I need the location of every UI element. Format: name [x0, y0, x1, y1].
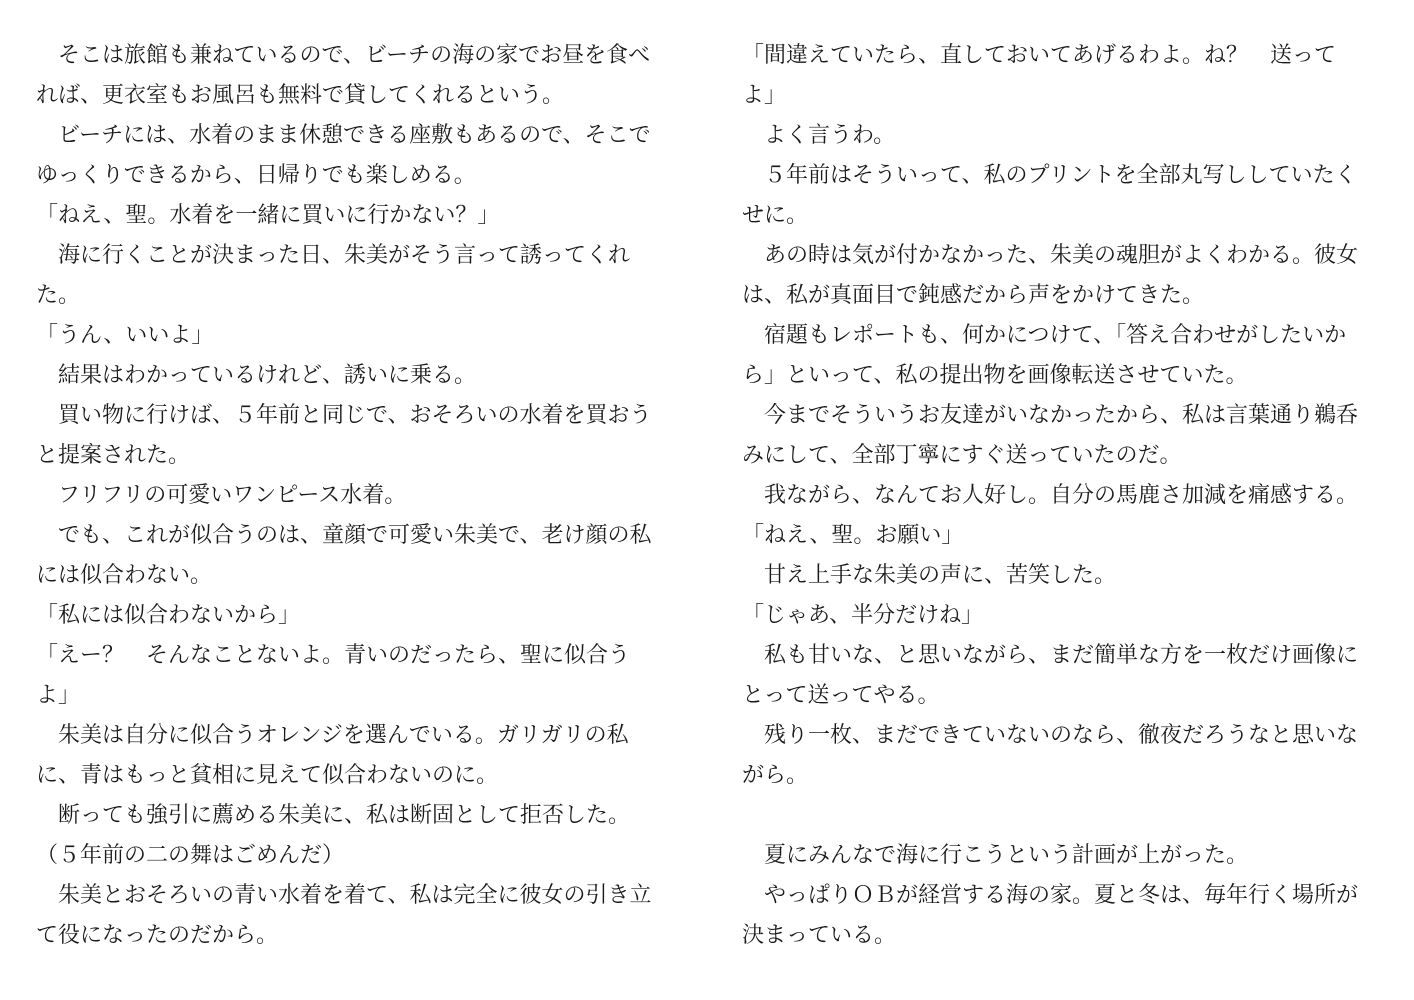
text-line: 「ねえ、聖。水着を一緒に買いに行かない？」 [36, 203, 500, 228]
text-line: みにして、全部丁寧にすぐ送っていたのだ。 [742, 443, 1182, 468]
text-line: れば、更衣室もお風呂も無料で貸してくれるという。 [36, 83, 565, 108]
text-line: がら。 [742, 763, 809, 788]
text-line: ５年前はそういって、私のプリントを全部丸写ししていたく [742, 163, 1357, 188]
text-line: には似合わない。 [36, 563, 213, 588]
text-line: 夏にみんなで海に行こうという計画が上がった。 [742, 843, 1249, 868]
text-line: 朱美は自分に似合うオレンジを選んでいる。ガリガリの私 [36, 723, 629, 748]
text-line: 我ながら、なんてお人好し。自分の馬鹿さ加減を痛感する。 [742, 483, 1359, 508]
text-line: 「間違えていたら、直しておいてあげるわよ。ね？ 送って [742, 43, 1337, 68]
text-line: 結果はわかっているけれど、誘いに乗る。 [36, 363, 477, 388]
blank-line [742, 796, 1394, 836]
text-line: 朱美とおそろいの青い水着を着て、私は完全に彼女の引き立 [36, 883, 652, 908]
text-line: 甘え上手な朱美の声に、苦笑した。 [742, 563, 1117, 588]
text-line: そこは旅館も兼ねているので、ビーチの海の家でお昼を食べ [36, 43, 651, 68]
text-line: やっぱりＯＢが経営する海の家。夏と冬は、毎年行く場所が [742, 883, 1359, 908]
text-line: ビーチには、水着のまま休憩できる座敷もあるので、そこで [36, 123, 651, 148]
left-page [36, 36, 688, 956]
text-line: 「私には似合わないから」 [36, 603, 301, 628]
text-line: は、私が真面目で鈍感だから声をかけてきた。 [742, 283, 1205, 308]
text-line: でも、これが似合うのは、童顔で可愛い朱美で、老け顔の私 [36, 523, 652, 548]
text-line: と提案された。 [36, 443, 191, 468]
text-line: とって送ってやる。 [742, 683, 940, 708]
text-line: 海に行くことが決まった日、朱美がそう言って誘ってくれ [36, 243, 631, 268]
text-line: あの時は気が付かなかった、朱美の魂胆がよくわかる。彼女 [742, 243, 1359, 268]
text-line: 断っても強引に薦める朱美に、私は断固として拒否した。 [36, 803, 631, 828]
text-line: よ」 [742, 83, 787, 108]
text-line: 「じゃあ、半分だけね」 [742, 603, 984, 628]
text-line: 私も甘いな、と思いながら、まだ簡単な方を一枚だけ画像に [742, 643, 1359, 668]
text-line: よく言うわ。 [742, 123, 896, 148]
text-line: 決まっている。 [742, 923, 897, 948]
text-line: 「えー？ そんなことないよ。青いのだったら、聖に似合う [36, 643, 631, 668]
text-line: 残り一枚、まだできていないのなら、徹夜だろうなと思いな [742, 723, 1359, 748]
right-page [742, 36, 1394, 956]
text-line: 「うん、いいよ」 [36, 323, 214, 348]
text-line: ゆっくりできるから、日帰りでも楽しめる。 [36, 163, 476, 188]
text-line: よ」 [36, 683, 81, 708]
text-line: た。 [36, 283, 81, 308]
text-line: 「ねえ、聖。お願い」 [742, 523, 964, 548]
text-line: せに。 [742, 203, 809, 228]
text-line: 今までそういうお友達がいなかったから、私は言葉通り鵜呑 [742, 403, 1359, 428]
text-line: （５年前の二の舞はごめんだ） [36, 843, 345, 868]
text-line: 宿題もレポートも、何かにつけて、「答え合わせがしたいか [742, 323, 1347, 348]
text-line: 買い物に行けば、５年前と同じで、おそろいの水着を買おう [36, 403, 652, 428]
text-line: に、青はもっと貧相に見えて似合わないのに。 [36, 763, 499, 788]
text-line: ら」といって、私の提出物を画像転送させていた。 [742, 363, 1248, 388]
text-line: て役になったのだから。 [36, 923, 279, 948]
text-line: フリフリの可愛いワンピース水着。 [36, 483, 407, 508]
